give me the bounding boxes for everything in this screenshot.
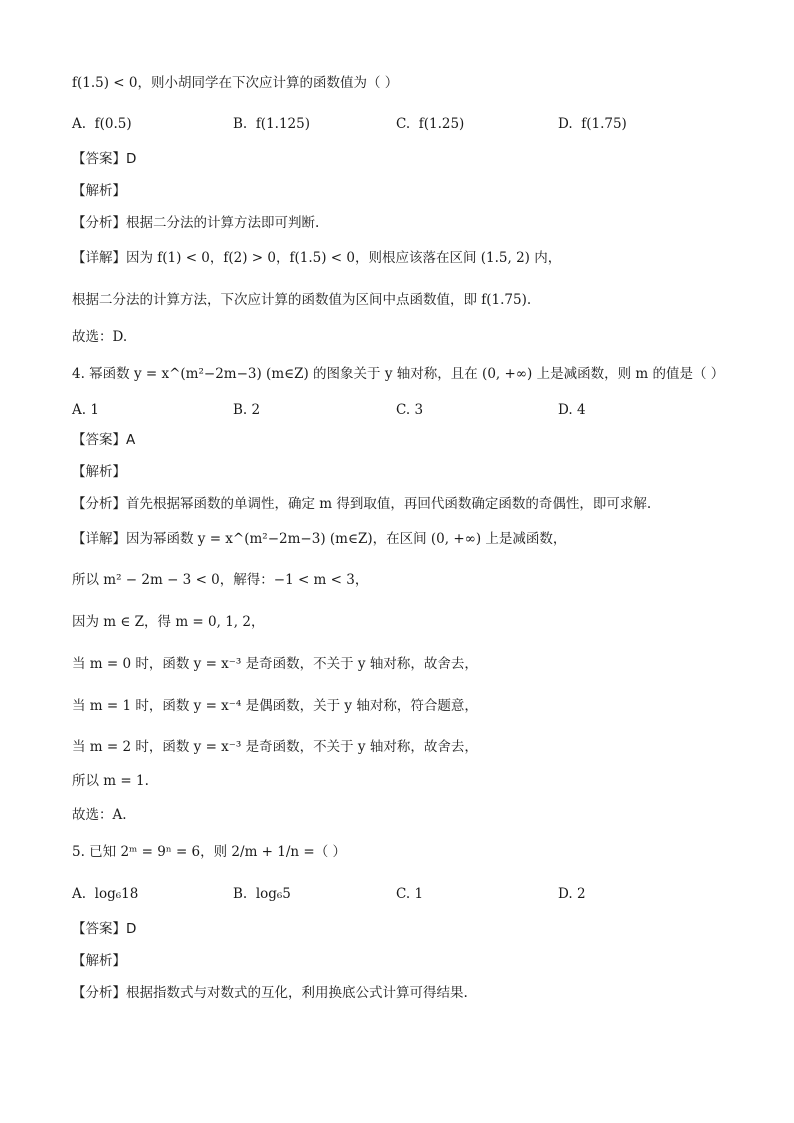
q5-fenxi: 【分析】根据指数式与对数式的互化，利用换底公式计算可得结果. — [72, 985, 468, 1001]
q3-option-b: B. f(1.125) — [233, 116, 310, 132]
q5-answer: 【答案】D — [72, 921, 137, 937]
q3-option-a: A. f(0.5) — [72, 116, 132, 132]
q3-answer: 【答案】D — [72, 151, 137, 167]
q5-option-c: C. 1 — [396, 886, 424, 902]
q3-fenxi: 【分析】根据二分法的计算方法即可判断. — [72, 215, 320, 231]
q4-stem: 4. 幂函数 y = x^(m²−2m−3) (m∈Z) 的图象关于 y 轴对称，且在 (0, +∞) 上是减函数，则 m 的值是（ ） — [72, 366, 725, 382]
q3-analysis-title: 【解析】 — [72, 183, 126, 199]
q3-xiangjie: 【详解】因为 f(1) < 0，f(2) > 0，f(1.5) < 0，则根应该落在区间 (1.5, 2) 内， — [72, 250, 562, 266]
q4-answer: 【答案】A — [72, 432, 136, 448]
q3-choice: 故选：D. — [72, 329, 128, 345]
q5-option-a: A. log₆18 — [72, 886, 139, 902]
q3-detail-line: 根据二分法的计算方法，下次应计算的函数值为区间中点函数值，即 f(1.75). — [72, 292, 532, 308]
q4-xiangjie: 【详解】因为幂函数 y = x^(m²−2m−3) (m∈Z)，在区间 (0, +∞) 上是减函数， — [72, 531, 567, 547]
q3-option-d: D. f(1.75) — [558, 116, 627, 132]
q4-detail-line-6: 所以 m = 1. — [72, 773, 149, 789]
q4-detail-line-4: 当 m = 1 时，函数 y = x⁻⁴ 是偶函数，关于 y 轴对称，符合题意， — [72, 698, 478, 714]
q4-detail-line-5: 当 m = 2 时，函数 y = x⁻³ 是奇函数，不关于 y 轴对称，故舍去， — [72, 739, 478, 755]
q4-option-d: D. 4 — [558, 402, 586, 418]
q3-stem-tail: f(1.5) < 0，则小胡同学在下次应计算的函数值为（ ） — [72, 75, 399, 91]
q5-option-d: D. 2 — [558, 886, 586, 902]
q5-stem: 5. 已知 2ᵐ = 9ⁿ = 6，则 2/m + 1/n =（ ） — [72, 844, 346, 860]
q4-option-c: C. 3 — [396, 402, 424, 418]
q4-detail-line-2: 因为 m ∈ Z，得 m = 0, 1, 2， — [72, 614, 265, 630]
q3-option-c: C. f(1.25) — [396, 116, 465, 132]
q4-detail-line-1: 所以 m² − 2m − 3 < 0，解得：−1 < m < 3， — [72, 572, 369, 588]
q4-fenxi: 【分析】首先根据幂函数的单调性，确定 m 得到取值，再回代函数确定函数的奇偶性，即可求解. — [72, 496, 652, 512]
q4-option-b: B. 2 — [233, 402, 261, 418]
q4-analysis-title: 【解析】 — [72, 464, 126, 480]
q4-detail-line-3: 当 m = 0 时，函数 y = x⁻³ 是奇函数，不关于 y 轴对称，故舍去， — [72, 656, 478, 672]
q4-choice: 故选：A. — [72, 807, 127, 823]
q5-option-b: B. log₆5 — [233, 886, 291, 902]
q4-option-a: A. 1 — [72, 402, 99, 418]
q5-analysis-title: 【解析】 — [72, 953, 126, 969]
